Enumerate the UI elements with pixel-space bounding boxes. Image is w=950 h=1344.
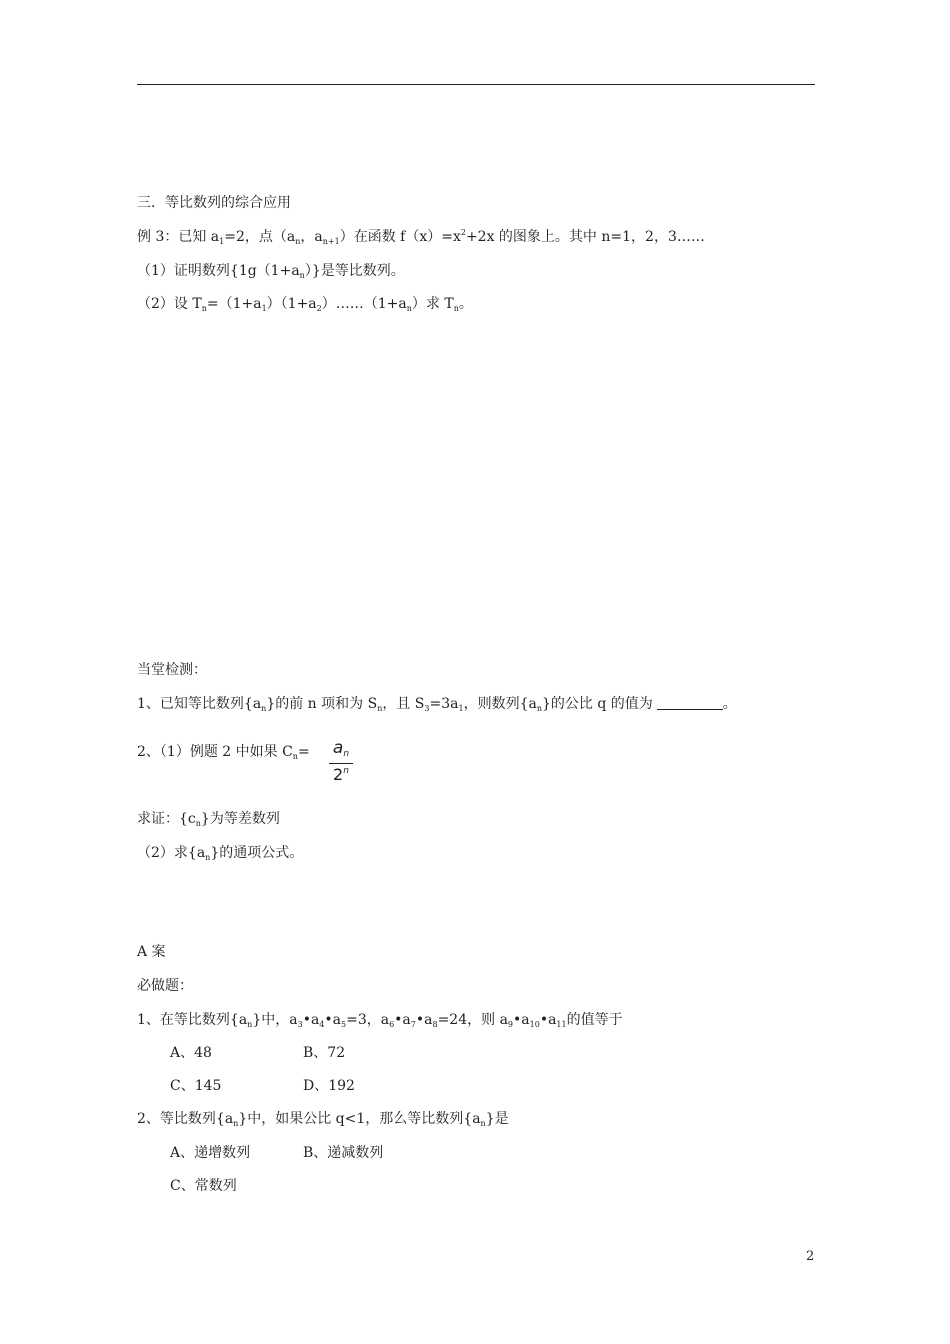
fraction-numerator: $a_n$ [332,738,350,759]
header-rule [137,84,815,85]
check-heading: 当堂检测： [137,662,207,678]
answer-blank[interactable] [657,697,723,710]
must-do-heading: 必做题： [137,978,193,994]
q2-option-a[interactable]: A、递增数列 [170,1145,251,1161]
q2-option-c[interactable]: C、常数列 [170,1178,237,1194]
check-question-2-part-2: （2）求$\{a_n\}$的通项公式。 [137,845,304,862]
case-a-heading: A 案 [137,944,166,960]
q1-option-d[interactable]: D、192 [303,1078,355,1094]
example-3-part-2: （2）设 $T_n=(1+a_1)(1+a_2)\dots\dots(1+a_n)$求 $T_n$。 [137,296,473,313]
q1-option-b[interactable]: B、72 [303,1045,346,1061]
q2-option-b[interactable]: B、递减数列 [303,1145,384,1161]
check-question-1: 1、已知等比数列$\{a_n\}$的前 n 项和为 $S_n$，且 $S_3=3a_1$，则数列$\{a_n\}$的公比 q 的值为 。 [137,696,737,713]
example-3-part-1: （1）证明数列$\{1g(1+a_n)\}$是等比数列。 [137,263,405,280]
check-question-2: 2、（1）例题 2 中如果 $C_n=$ [137,744,310,761]
fraction-denominator: 2$^n$ [333,765,349,784]
fraction-an-over-2n [329,740,353,783]
case-a-question-2: 2、等比数列$\{a_n\}$中，如果公比 q<1，那么等比数列$\{a_n\}$是 [137,1111,509,1128]
page-number: 2 [806,1249,815,1264]
q1-option-a[interactable]: A、48 [170,1045,212,1061]
q1-option-c[interactable]: C、145 [170,1078,222,1094]
section-heading: 三．等比数列的综合应用 [137,195,291,211]
fraction-bar [329,763,353,764]
prove-statement: 求证：$\{c_n\}$为等差数列 [137,811,280,828]
case-a-question-1: 1、在等比数列$\{a_n\}$中，$a_3•a_4•a_5=3$，$a_6•a_7•a_8=24$，则 $a_9•a_{10}•a_{11}$的值等于 [137,1012,623,1029]
example-3-statement: 例 3：已知 $a_1=2$，点（$a_n$，$a_{n+1}$）在函数 $f(x)=x^2+2x$ 的图象上。其中 n=1，2，3…… [137,228,705,246]
